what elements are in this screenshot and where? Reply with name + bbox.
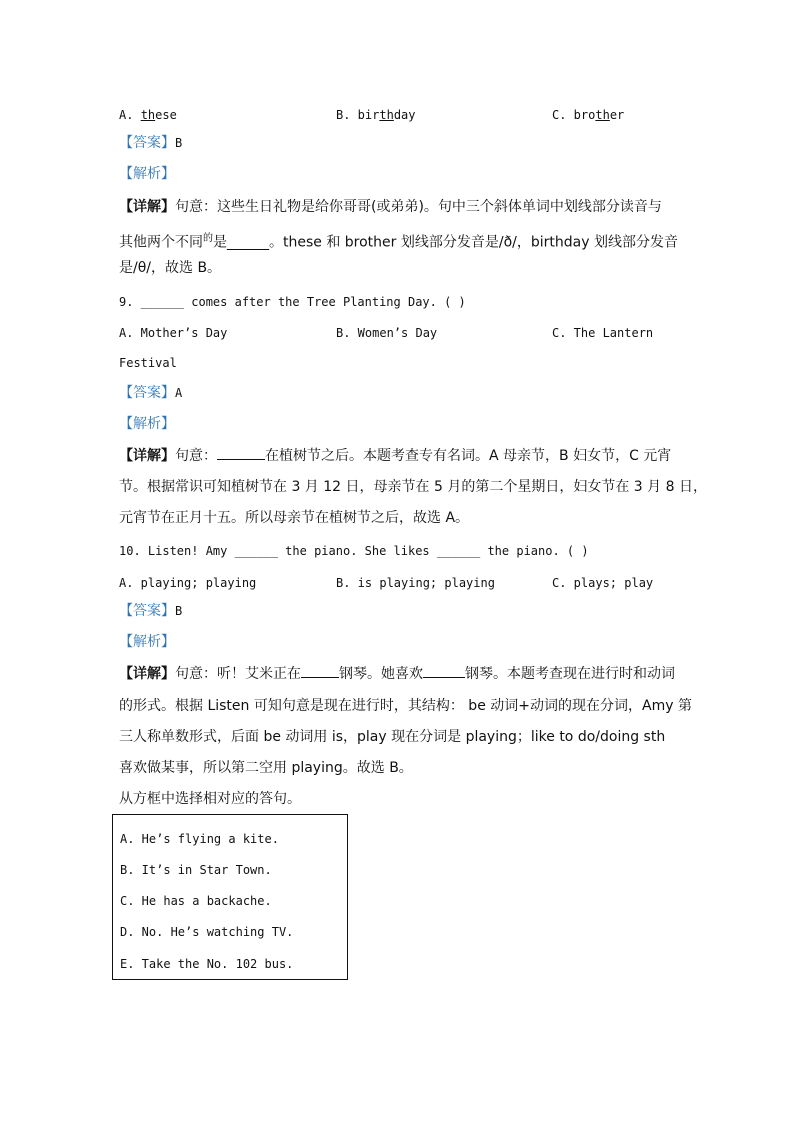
box-item-d: D. No. He’s watching TV. <box>120 925 294 939</box>
q9-detail-text-1a: 句意： <box>175 448 217 464</box>
q8-option-b-rest: day <box>393 108 416 122</box>
q8-option-b <box>336 105 416 125</box>
q8-detail-line-3 <box>119 258 221 278</box>
q8-option-c-pre: C. bro <box>552 108 596 122</box>
q9-answer-row <box>119 383 182 404</box>
q8-option-c-underlined: th <box>595 108 610 122</box>
q10-detail-line-1 <box>119 664 675 684</box>
q9-blank <box>217 447 265 460</box>
q10-option-a: A. playing; playing <box>119 576 257 590</box>
q8-analysis-row <box>119 164 175 185</box>
q10-stem: 10. Listen! Amy ______ the piano. She likes ______ the piano. ( ) <box>119 544 589 558</box>
q9-detail-line-3 <box>119 508 469 528</box>
q8-analysis-tag: 【解析】 <box>119 166 175 182</box>
q8-detail-text-3: 是/θ/，故选 B。 <box>119 260 222 276</box>
q8-detail-line-1 <box>119 197 662 217</box>
q10-detail-text-3: 三人称单数形式，后面 be 动词用 is，play 现在分词是 playing；like to do/doing sth <box>119 729 666 745</box>
q9-option-c: C. The Lantern <box>552 326 654 340</box>
q10-answer-tag: 【答案】 <box>119 603 175 619</box>
q8-option-c-rest: er <box>609 108 625 122</box>
q8-answer-row <box>119 133 182 154</box>
q8-option-a-label: A. <box>119 108 134 122</box>
q8-answer: B <box>175 136 183 150</box>
q10-detail-text-1c: 钢琴。本题考查现在进行时和动词 <box>465 666 675 682</box>
q8-option-a <box>119 105 177 125</box>
q8-option-b-underlined: th <box>379 108 394 122</box>
q9-option-c-continued: Festival <box>119 356 177 370</box>
q9-option-b: B. Women’s Day <box>336 326 438 340</box>
q10-detail-text-2: 的形式。根据 Listen 可知句意是现在进行时，其结构： be 动词+动词的现在分词，Amy 第 <box>119 698 692 714</box>
section-instruction: 从方框中选择相对应的答句。 <box>119 791 301 807</box>
q10-option-c: C. plays; play <box>552 576 654 590</box>
q10-blank-1 <box>301 665 339 678</box>
q8-option-a-underlined: th <box>140 108 156 122</box>
box-item-a: A. He’s flying a kite. <box>120 832 279 846</box>
q8-option-a-rest: ese <box>155 108 177 122</box>
box-item-b: B. It’s in Star Town. <box>120 863 272 877</box>
q9-detail-line-1 <box>119 446 671 466</box>
answer-choices-box <box>112 814 348 980</box>
q8-option-c <box>552 105 624 125</box>
q10-detail-text-4: 喜欢做某事，所以第二空用 playing。故选 B。 <box>119 760 413 776</box>
q10-detail-line-4 <box>119 758 413 778</box>
q8-answer-tag: 【答案】 <box>119 135 175 151</box>
q9-detail-tag: 【详解】 <box>119 448 175 464</box>
q9-analysis-row <box>119 414 175 435</box>
q10-analysis-tag: 【解析】 <box>119 634 175 650</box>
q9-stem: 9. ______ comes after the Tree Planting Day. ( ) <box>119 295 466 309</box>
q10-answer: B <box>175 604 183 618</box>
q10-option-b: B. is playing; playing <box>336 576 495 590</box>
q8-detail-text-2a: 其他两个不同 <box>119 234 203 251</box>
box-item-e: E. Take the No. 102 bus. <box>120 957 294 971</box>
q9-detail-line-2 <box>119 477 707 497</box>
q8-detail-line-2 <box>119 229 678 253</box>
q10-detail-line-2 <box>119 696 692 716</box>
q8-option-b-pre: B. bir <box>336 108 380 122</box>
q10-detail-tag: 【详解】 <box>119 666 175 682</box>
q9-detail-text-2: 节。根据常识可知植树节在 3 月 12 日，母亲节在 5 月的第二个星期日，妇女节在 3 月 8 日， <box>119 479 707 495</box>
q10-detail-text-1b: 钢琴。她喜欢 <box>339 666 423 682</box>
q9-detail-text-3: 元宵节在正月十五。所以母亲节在植树节之后，故选 A。 <box>119 510 470 526</box>
q10-analysis-row <box>119 632 175 653</box>
q9-answer-tag: 【答案】 <box>119 385 175 401</box>
q10-blank-2 <box>423 665 465 678</box>
q8-detail-tag: 【详解】 <box>119 199 175 215</box>
q9-answer: A <box>175 386 183 400</box>
q8-detail-text-1: 句意：这些生日礼物是给你哥哥(或弟弟)。句中三个斜体单词中划线部分读音与 <box>175 199 662 215</box>
q10-detail-line-3 <box>119 727 665 747</box>
q9-analysis-tag: 【解析】 <box>119 416 175 432</box>
q9-option-a: A. Mother’s Day <box>119 326 228 340</box>
q8-detail-sup: 的 <box>203 233 213 244</box>
q8-detail-text-2b: 是______。these 和 brother 划线部分发音是/ð/，birthday 划线部分发音 <box>213 234 678 251</box>
q10-detail-text-1a: 句意：听！艾米正在 <box>175 666 301 682</box>
box-item-c: C. He has a backache. <box>120 894 272 908</box>
q10-answer-row <box>119 601 182 622</box>
q9-detail-text-1b: 在植树节之后。本题考查专有名词。A 母亲节，B 妇女节，C 元宵 <box>265 448 672 464</box>
